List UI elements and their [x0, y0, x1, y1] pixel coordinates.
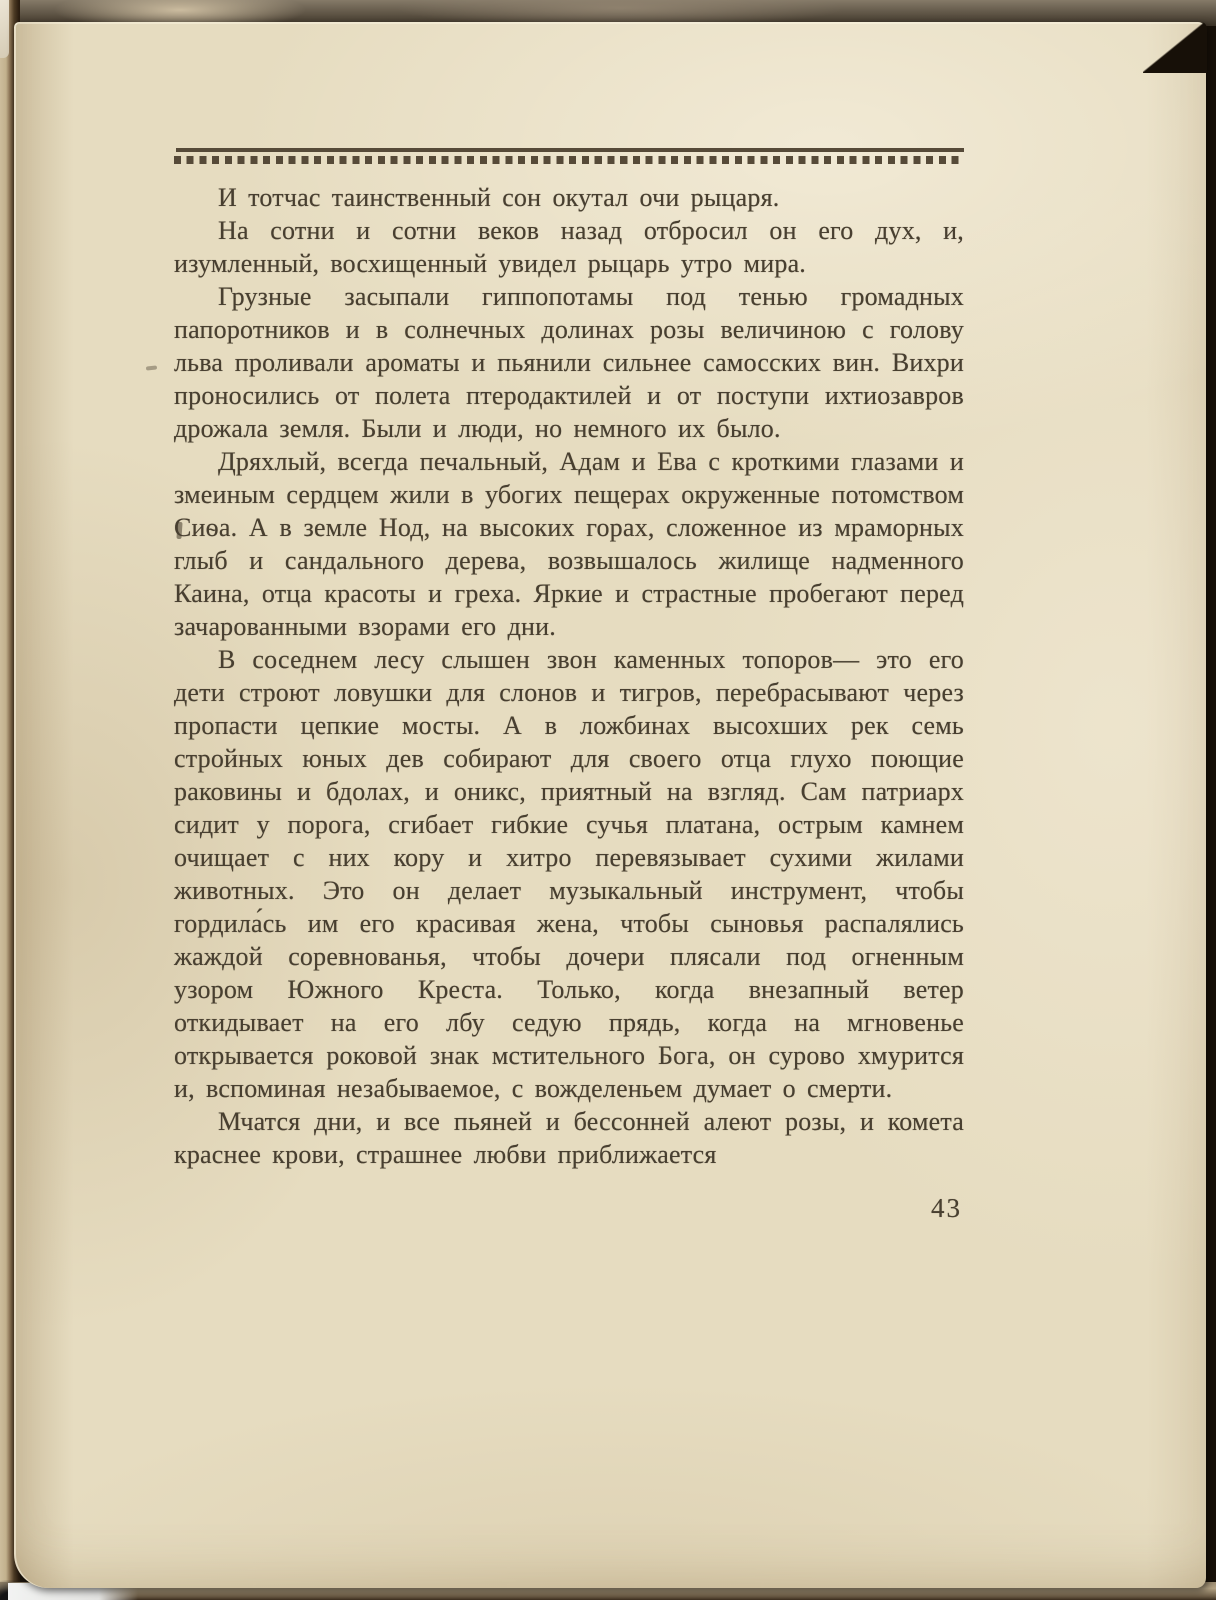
paragraph: И тотчас таинственный сон окутал очи рыцаря.	[218, 183, 780, 212]
ink-smudge	[146, 365, 157, 370]
page-corner-cut	[1143, 21, 1207, 73]
header-ornament	[174, 148, 964, 164]
text-column	[174, 148, 964, 1224]
paragraph: Грузные засыпали гиппопотамы под тенью громадных папоротников и в солнечных долинах розы величиною с голову льва проливали ароматы и пьянили сильнее самосских вин. Вихри проносились от полета птеродактилей и от поступи ихтиозавров дрожала земля. Были и люди, но немного их было.	[174, 282, 964, 443]
ornament-rule-line	[176, 148, 964, 152]
paragraph: Дряхлый, всегда печальный, Адам и Ева с кроткими глазами и змеиным сердцем жили в убогих пещерах окруженные потомством Сиѳа. А в земле Нод, на высоких горах, сложенное из мраморных глыб и сандального дерева, возвышалось жилище надменного Каина, отца красоты и греха. Яркие и страстные пробегают перед зачарованными взорами его дни.	[174, 447, 964, 641]
page-text	[174, 181, 964, 1171]
paragraph: На сотни и сотни веков назад отбросил он его дух, и, изумленный, восхищенный увидел рыцарь утро мира.	[174, 216, 964, 278]
ornament-square-row	[174, 156, 964, 164]
paragraph: Мчатся дни, и все пьяней и бессонней алеют розы, и комета краснее крови, страшнее любви приближается	[174, 1107, 964, 1169]
paragraph: В соседнем лесу слышен звон каменных топоров— это его дети строют ловушки для слонов и тигров, перебрасывают через пропасти цепкие мосты. А в ложбинах высохших рек семь стройных юных дев собирают для своего отца глухо поющие раковины и бдолах, и оникс, приятный на взгляд. Сам патриарх сидит у порога, сгибает гибкие сучья платана, острым камнем очищает с них кору и хитро перевязывает сухими жилами животных. Это он делает музыкальный инструмент, чтобы гордила́сь им его красивая жена, чтобы сыновья распалялись жаждой соревнованья, чтобы дочери плясали под огненным узором Южного Креста. Только, когда внезапный ветер откидывает на его лбу седую прядь, когда на мгновенье открывается роковой знак мстительного Бога, он сурово хмурится и, вспоминая незабываемое, с вожделеньем думает о смерти.	[174, 645, 964, 1103]
scan-background-corner	[0, 0, 9, 58]
book-page	[14, 22, 1206, 1588]
page-number: 43	[931, 1193, 962, 1223]
